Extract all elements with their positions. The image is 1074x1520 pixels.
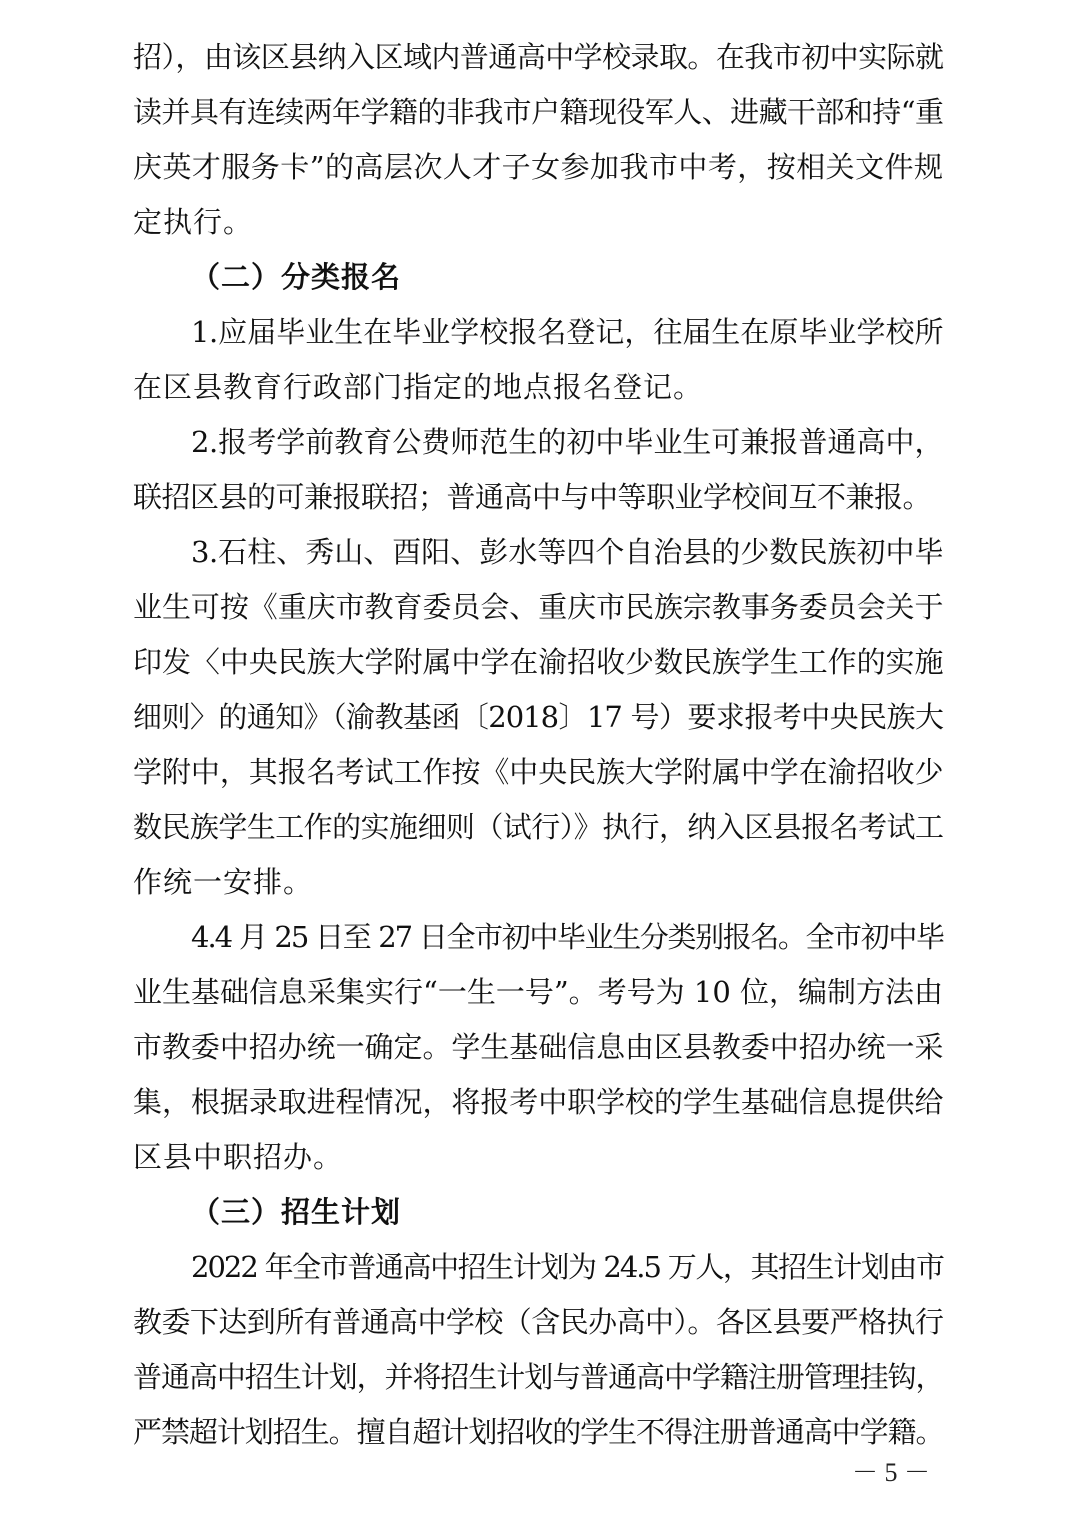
paragraph-line: 印发〈中央民族大学附属中学在渝招收少数民族学生工作的实施 (133, 645, 943, 679)
paragraph-line: 市教委中招办统一确定。学生基础信息由区县教委中招办统一采 (133, 1030, 943, 1064)
paragraph-line: 庆英才服务卡”的高层次人才子女参加我市中考，按相关文件规 (133, 150, 943, 184)
paragraph-line: 严禁超计划招生。擅自超计划招收的学生不得注册普通高中学籍。 (133, 1415, 943, 1449)
paragraph-line: 业生基础信息采集实行“一生一号”。考号为 10 位，编制方法由 (133, 975, 943, 1009)
paragraph-line: 读并具有连续两年学籍的非我市户籍现役军人、进藏干部和持“重 (133, 95, 943, 129)
paragraph-line: 2022 年全市普通高中招生计划为 24.5 万人，其招生计划由市 (191, 1250, 943, 1284)
document-body (133, 30, 943, 1460)
section-heading-classified-registration: （二）分类报名 (191, 260, 402, 294)
section-heading-enrollment-plan: （三）招生计划 (191, 1195, 402, 1229)
paragraph-line: 数民族学生工作的实施细则（试行）》执行，纳入区县报名考试工 (133, 810, 943, 844)
paragraph-line: 学附中，其报名考试工作按《中央民族大学附属中学在渝招收少 (133, 755, 943, 789)
paragraph-line: 联招区县的可兼报联招；普通高中与中等职业学校间互不兼报。 (133, 480, 932, 514)
paragraph-line: 教委下达到所有普通高中学校（含民办高中）。各区县要严格执行 (133, 1305, 943, 1339)
paragraph-line: 普通高中招生计划，并将招生计划与普通高中学籍注册管理挂钩， (133, 1360, 943, 1394)
paragraph-line: 区县中职招办。 (133, 1140, 344, 1174)
paragraph-line: 业生可按《重庆市教育委员会、重庆市民族宗教事务委员会关于 (133, 590, 943, 624)
paragraph-line: 定执行。 (133, 205, 254, 239)
paragraph-line: 招），由该区县纳入区域内普通高中学校录取。在我市初中实际就 (133, 40, 943, 74)
paragraph-line: 作统一安排。 (133, 865, 314, 899)
page-number: － 5 － (852, 1458, 931, 1487)
paragraph-line: 细则〉的通知》（渝教基函〔2018〕17 号）要求报考中央民族大 (133, 700, 943, 734)
paragraph-line: 在区县教育行政部门指定的地点报名登记。 (133, 370, 704, 404)
paragraph-line: 4.4 月 25 日至 27 日全市初中毕业生分类别报名。全市初中毕 (191, 920, 943, 954)
paragraph-line: 集，根据录取进程情况，将报考中职学校的学生基础信息提供给 (133, 1085, 943, 1119)
paragraph-line: 2.报考学前教育公费师范生的初中毕业生可兼报普通高中， (191, 425, 943, 459)
paragraph-line: 1.应届毕业生在毕业学校报名登记，往届生在原毕业学校所 (191, 315, 943, 349)
paragraph-line: 3.石柱、秀山、酉阳、彭水等四个自治县的少数民族初中毕 (191, 535, 943, 569)
